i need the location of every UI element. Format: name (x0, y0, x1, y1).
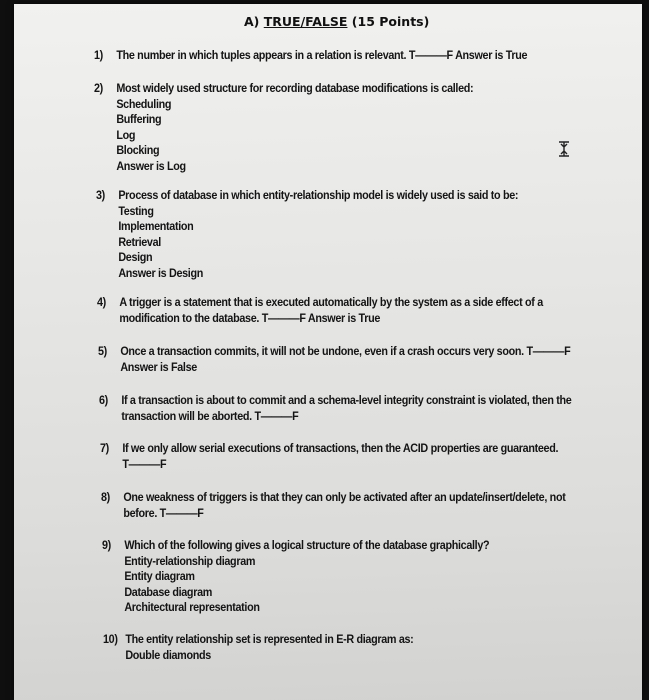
option: Entity diagram (124, 570, 195, 584)
question-text: Most widely used structure for recording database modifications is called: (116, 82, 474, 95)
question-5 (98, 344, 570, 375)
option: Double diamonds (125, 648, 211, 662)
question-4 (97, 295, 543, 326)
section-title: TRUE/FALSE (263, 14, 348, 29)
option: Blocking (116, 144, 160, 158)
question-number: 9) (102, 539, 111, 552)
option: Database diagram (124, 585, 213, 599)
question-text: The number in which tuples appears in a relation is relevant. T———F Answer is True (116, 49, 528, 62)
question-text-continued: modification to the database. T———F Answer is True (119, 311, 381, 325)
question-number: 2) (94, 82, 103, 95)
question-text: One weakness of triggers is that they can only be activated after an update/insert/delete, not (123, 491, 566, 504)
question-2 (94, 81, 473, 175)
option: Scheduling (116, 97, 172, 111)
answer-text: Answer is False (120, 360, 197, 374)
question-text: The entity relationship set is represented in E-R diagram as: (125, 633, 414, 646)
answer-text: Answer is Log (116, 159, 186, 173)
text-cursor-icon (557, 141, 571, 157)
question-8 (101, 490, 565, 521)
section-letter: A) (244, 14, 264, 29)
option: Buffering (116, 113, 162, 127)
question-text: Which of the following gives a logical structure of the database graphically? (124, 539, 490, 552)
question-text: If we only allow serial executions of transactions, then the ACID properties are guaranteed. (122, 442, 559, 455)
option: Retrieval (118, 235, 161, 249)
document-page (14, 4, 642, 700)
question-text: Process of database in which entity-relationship model is widely used is said to be: (118, 189, 519, 202)
question-number: 7) (100, 442, 109, 455)
question-text: If a transaction is about to commit and a schema-level integrity constraint is violated, then the (121, 394, 572, 407)
true-false-marker: T———F (122, 457, 167, 471)
question-number: 3) (96, 189, 105, 202)
option: Design (118, 251, 153, 265)
option: Testing (118, 204, 154, 218)
option: Implementation (118, 220, 194, 234)
question-text: A trigger is a statement that is executed automatically by the system as a side effect of a (119, 296, 543, 309)
question-number: 1) (94, 49, 103, 62)
question-text-continued: transaction will be aborted. T———F (121, 409, 299, 423)
question-7 (100, 441, 558, 472)
section-points: (15 Points) (347, 14, 430, 29)
option: Architectural representation (124, 601, 260, 615)
question-1 (94, 48, 527, 64)
page-title (244, 14, 429, 29)
question-text: Once a transaction commits, it will not be undone, even if a crash occurs very soon. T———F (120, 345, 571, 358)
question-6 (99, 393, 571, 424)
question-number: 10) (103, 633, 118, 646)
question-number: 5) (98, 345, 107, 358)
question-number: 4) (97, 296, 106, 309)
option: Entity-relationship diagram (124, 554, 256, 568)
question-number: 6) (99, 394, 108, 407)
question-number: 8) (101, 491, 110, 504)
option: Log (116, 128, 136, 142)
answer-text: Answer is Design (118, 266, 203, 280)
question-3 (96, 188, 518, 282)
question-10 (103, 632, 413, 663)
question-9 (102, 538, 489, 616)
question-text-continued: before. T———F (123, 506, 204, 520)
